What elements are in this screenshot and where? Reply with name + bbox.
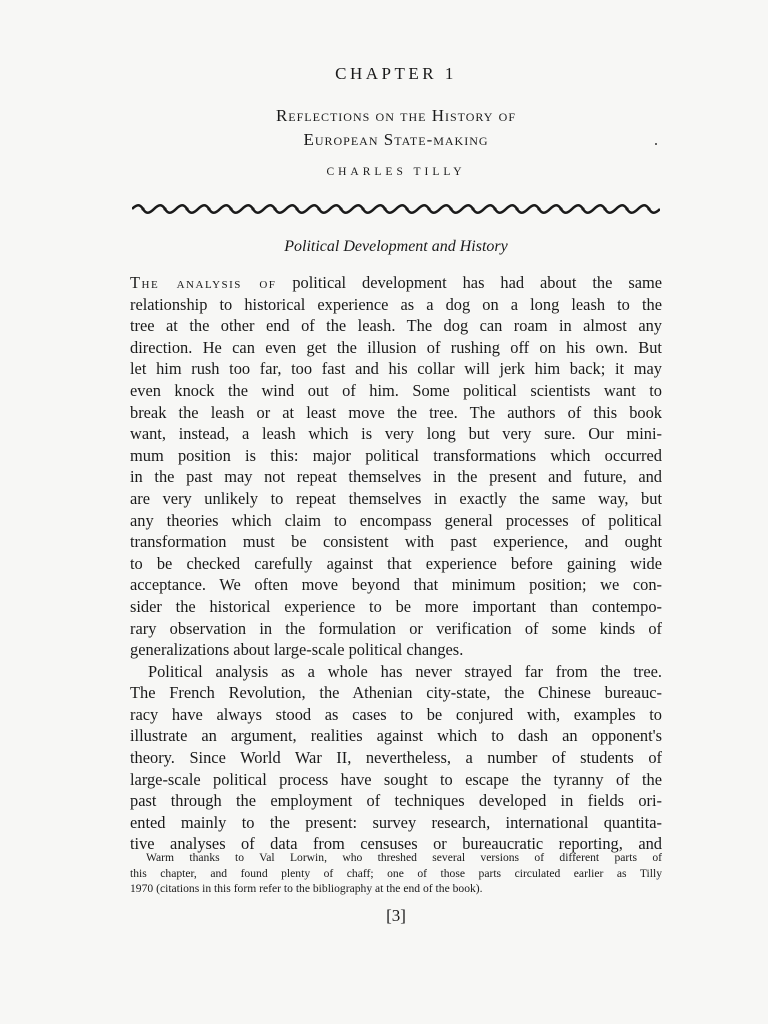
chapter-title xyxy=(130,104,662,152)
chapter-label: CHAPTER 1 xyxy=(335,64,457,83)
ornament-dot xyxy=(471,207,474,210)
paragraph-2-line: Political analysis as a whole has never strayed far from the tree. xyxy=(148,661,662,681)
paragraph-1-line-1-rest: political development has had about the same xyxy=(276,273,662,292)
page-number: [3] xyxy=(386,906,406,925)
ornament-dot xyxy=(559,207,562,210)
paragraph-1-line: relationship to historical experience as a dog on a long leash to the xyxy=(130,294,662,314)
paragraph-1-line: mum position is this: major political transformations which occurred xyxy=(130,445,662,465)
ornament-dot xyxy=(625,207,628,210)
ornament-dot xyxy=(361,207,364,210)
paragraph-1-line: to be checked carefully against that experience before gaining wide xyxy=(130,553,662,573)
paragraph-2-line: large-scale political process have sought to escape the tyranny of the xyxy=(130,769,662,789)
paragraph-2-line: illustrate an argument, realities against which to dash an opponent's xyxy=(130,726,662,746)
paragraph-2-line: ented mainly to the present: survey research, international quantita- xyxy=(130,812,662,832)
paragraph-2-line: past through the employment of techniques developed in fields ori- xyxy=(130,791,662,811)
paragraph-1-line: break the leash or at least move the tree. The authors of this book xyxy=(130,402,662,422)
ornament-dot xyxy=(383,207,386,210)
paragraph-2-line: theory. Since World War II, nevertheless, a number of students of xyxy=(130,748,662,768)
paragraph-1-line: generalizations about large-scale political changes. xyxy=(130,640,464,660)
ornament-dot xyxy=(603,207,606,210)
ornament-wave xyxy=(132,205,660,213)
paragraph-1-line: want, instead, a leash which is very long but very sure. Our mini- xyxy=(130,424,662,444)
paragraph-2-line: racy have always stood as cases to be conjured with, examples to xyxy=(130,704,662,724)
ornament-dot xyxy=(581,207,584,210)
ornament-dot xyxy=(647,207,650,210)
ornament-dot xyxy=(273,207,276,210)
ornament-dot xyxy=(295,207,298,210)
print-speck xyxy=(655,143,657,145)
chapter-title-line-1: Reflections on the History of xyxy=(275,106,517,125)
ornament-dot xyxy=(493,207,496,210)
footnote-line: 1970 (citations in this form refer to the bibliography at the end of the book). xyxy=(130,882,483,895)
ornament-dot xyxy=(185,207,188,210)
ornament-dot xyxy=(163,207,166,210)
ornament-dot xyxy=(449,207,452,210)
paragraph-1-line: sider the historical experience to be more important than contempo- xyxy=(130,596,662,616)
chapter-title-line-2: European State-making xyxy=(303,130,489,149)
paragraph-2-line: The French Revolution, the Athenian city-state, the Chinese bureauc- xyxy=(130,683,662,703)
ornament-dot xyxy=(317,207,320,210)
paragraph-1-line: any theories which claim to encompass general processes of political xyxy=(130,510,662,530)
paragraph-2-line: tive analyses of data from censuses or bureaucratic reporting, and xyxy=(130,834,662,854)
paragraph-1-line: even knock the wind out of him. Some political scientists want to xyxy=(130,380,662,400)
paragraph-1-line: acceptance. We often move beyond that minimum position; we con- xyxy=(130,575,662,595)
paragraph-1-line: are very unlikely to repeat themselves in exactly the same way, but xyxy=(130,488,662,508)
paragraph-1-line: transformation must be consistent with past experience, and ought xyxy=(130,532,662,552)
ornament-dot xyxy=(141,207,144,210)
ornament-dot xyxy=(405,207,408,210)
paragraph-1-line: let him rush too far, too fast and his collar will jerk him back; it may xyxy=(130,359,662,379)
paragraph-1-lead: The analysis of xyxy=(130,273,277,292)
paragraph-1-line: rary observation in the formulation or verification of some kinds of xyxy=(130,618,662,638)
ornament-dot xyxy=(339,207,342,210)
paragraph-1-line-1 xyxy=(130,272,662,294)
ornament-dot xyxy=(207,207,210,210)
ornament-dot xyxy=(515,207,518,210)
ornamental-rule xyxy=(132,202,660,216)
paragraph-1-line: direction. He can even get the illusion of rushing off on his own. But xyxy=(130,337,662,357)
footnote-line: Warm thanks to Val Lorwin, who threshed several versions of different parts of xyxy=(146,851,662,864)
paragraph-1-line: in the past may not repeat themselves in the present and future, and xyxy=(130,467,662,487)
book-page xyxy=(130,0,662,1024)
paragraph-1-line: tree at the other end of the leash. The dog can roam in almost any xyxy=(130,316,662,336)
ornament-dot xyxy=(537,207,540,210)
section-heading: Political Development and History xyxy=(284,238,508,255)
author-name: CHARLES TILLY xyxy=(326,166,466,178)
body-text xyxy=(130,272,662,855)
footnote-line: this chapter, and found plenty of chaff; one of those parts circulated earlier as Tilly xyxy=(130,866,662,880)
ornament-dot xyxy=(251,207,254,210)
ornament-dot xyxy=(427,207,430,210)
ornament-dot xyxy=(229,207,232,210)
footnote xyxy=(130,850,662,897)
